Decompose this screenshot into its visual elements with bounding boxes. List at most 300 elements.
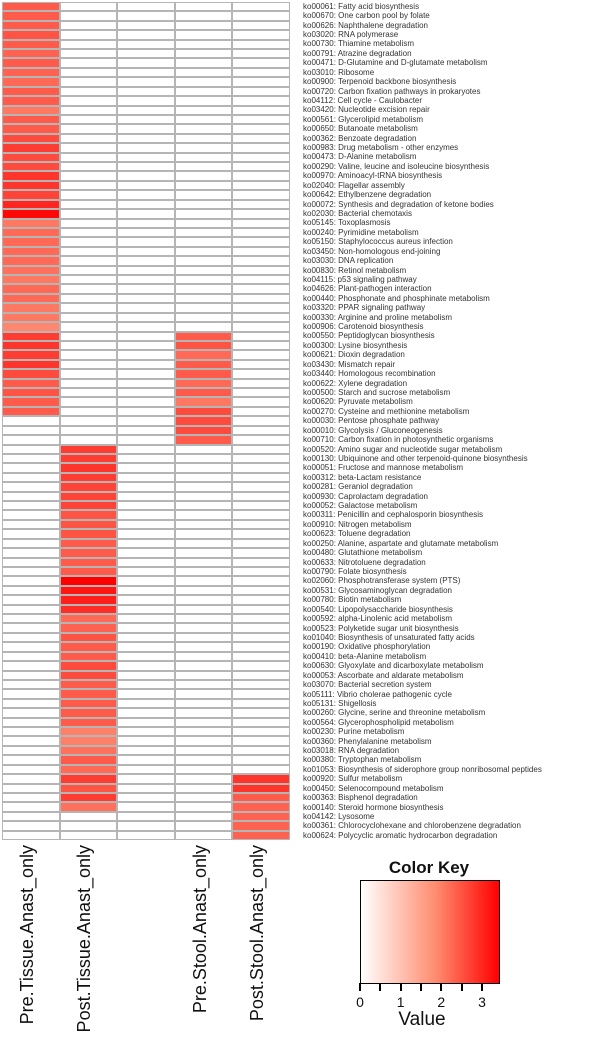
heatmap-cell [232,689,290,698]
heatmap-cell [60,718,118,727]
row-label: ko00633: Nitrotoluene degradation [303,557,426,567]
heatmap-cell [2,765,60,774]
heatmap-cell [60,124,118,133]
heatmap-cell [175,219,233,228]
heatmap-cell [2,49,60,58]
heatmap-cell [175,473,233,482]
row-label: ko04115: p53 signaling pathway [303,274,417,284]
row-label: ko00561: Glycerolipid metabolism [303,114,424,124]
heatmap-cell [60,397,118,406]
heatmap-cell [60,106,118,115]
heatmap-cell [117,313,175,322]
heatmap-cell [2,228,60,237]
heatmap-cell [232,360,290,369]
row-label: ko03420: Nucleotide excision repair [303,105,430,115]
row-label: ko00670: One carbon pool by folate [303,11,430,21]
heatmap-cell [60,228,118,237]
heatmap-cell [117,369,175,378]
heatmap-cell [60,322,118,331]
heatmap-cell [175,124,233,133]
row-label: ko00540: Lipopolysaccharide biosynthesis [303,604,453,614]
heatmap-cell [175,567,233,576]
heatmap-cell [60,134,118,143]
heatmap-cell [232,87,290,96]
heatmap-cell [2,275,60,284]
heatmap-cell [232,397,290,406]
row-label: ko00473: D-Alanine metabolism [303,152,417,162]
heatmap-cell [232,746,290,755]
heatmap-cell [60,153,118,162]
heatmap-cell [117,209,175,218]
heatmap-cell [175,558,233,567]
heatmap-cell [175,539,233,548]
heatmap-cell [117,11,175,20]
heatmap-cell [232,143,290,152]
heatmap-cell [175,21,233,30]
heatmap-cell [175,642,233,651]
heatmap-cell [232,671,290,680]
heatmap-cell [117,435,175,444]
heatmap-cell [60,360,118,369]
heatmap-cell [117,360,175,369]
heatmap-cell [60,77,118,86]
heatmap-cell [175,294,233,303]
heatmap-cell [117,765,175,774]
heatmap-cell [2,388,60,397]
heatmap-cell [117,77,175,86]
heatmap-cell [60,2,118,11]
heatmap-cell [2,680,60,689]
heatmap-cell [2,397,60,406]
heatmap-cell [60,633,118,642]
heatmap-cell [60,699,118,708]
row-label: ko04626: Plant-pathogen interaction [303,284,432,294]
row-label: ko02060: Phosphotransferase system (PTS) [303,576,461,586]
heatmap-cell [2,200,60,209]
heatmap-cell [117,49,175,58]
heatmap-cell [2,492,60,501]
heatmap-cell [60,284,118,293]
heatmap-cell [2,303,60,312]
heatmap-cell [117,426,175,435]
heatmap-cell [2,11,60,20]
heatmap-cell [2,567,60,576]
heatmap-cell [175,115,233,124]
heatmap-cell [2,699,60,708]
color-key [350,856,510,1056]
row-label: ko00780: Biotin metabolism [303,595,402,605]
heatmap-cell [60,303,118,312]
heatmap-cell [2,718,60,727]
heatmap-cell [232,774,290,783]
row-label: ko00380: Tryptophan metabolism [303,755,422,765]
row-label: ko00564: Glycerophospholipid metabolism [303,717,454,727]
heatmap-cell [2,501,60,510]
row-label: ko03450: Non-homologous end-joining [303,246,441,256]
heatmap-cell [117,548,175,557]
heatmap-cell [232,623,290,632]
heatmap-cell [232,595,290,604]
heatmap-cell [117,633,175,642]
heatmap-cell [60,661,118,670]
heatmap-cell [175,360,233,369]
heatmap-cell [175,228,233,237]
heatmap-cell [2,812,60,821]
heatmap-cell [60,200,118,209]
heatmap-cell [117,595,175,604]
heatmap-cell [2,548,60,557]
heatmap-cell [175,548,233,557]
heatmap-cell [2,482,60,491]
heatmap-cell [117,332,175,341]
heatmap-cell [175,162,233,171]
row-label: ko00622: Xylene degradation [303,378,408,388]
heatmap-cell [60,774,118,783]
heatmap-cell [117,567,175,576]
row-label: ko00910: Nitrogen metabolism [303,519,412,529]
heatmap-cell [60,11,118,20]
heatmap-cell [232,765,290,774]
heatmap-cell [60,482,118,491]
color-key-axis-label: Value [398,1009,446,1030]
row-label: ko05150: Staphylococcus aureus infection [303,237,453,247]
heatmap-cell [232,388,290,397]
heatmap-cell [2,124,60,133]
heatmap-cell [232,190,290,199]
heatmap-cell [232,793,290,802]
heatmap-cell [60,746,118,755]
row-label: ko00190: Oxidative phosphorylation [303,642,431,652]
heatmap-cell [117,539,175,548]
heatmap-cell [2,445,60,454]
row-label: ko00592: alpha-Linolenic acid metabolism [303,614,452,624]
heatmap-cell [60,501,118,510]
color-key-tick-label: 2 [437,994,446,1010]
row-label: ko04112: Cell cycle - Caulobacter [303,95,423,105]
row-label: ko00930: Caprolactam degradation [303,491,428,501]
heatmap-cell [232,454,290,463]
heatmap-cell [60,21,118,30]
color-key-tick-label: 3 [478,994,486,1010]
row-label: ko00620: Pyruvate metabolism [303,397,413,407]
row-label: ko00790: Folate biosynthesis [303,567,407,577]
heatmap-cell [60,623,118,632]
row-label: ko00642: Ethylbenzene degradation [303,190,432,200]
heatmap-cell [232,134,290,143]
heatmap-cell [2,539,60,548]
heatmap-cell [60,642,118,651]
heatmap-cell [232,699,290,708]
heatmap-cell [60,454,118,463]
row-label: ko00072: Synthesis and degradation of ketone bodies [303,199,494,209]
column-labels: Pre.Tissue.Anast_only Post.Tissue.Anast_only Pre.Stool.Anast_only Post.Stool.Anast_only [16,845,268,1033]
heatmap-cell [117,322,175,331]
heatmap-cell [232,463,290,472]
heatmap-cell [117,181,175,190]
heatmap-cell [117,708,175,717]
heatmap-cell [60,49,118,58]
heatmap-cell [2,219,60,228]
heatmap-cell [232,708,290,717]
row-label: ko03070: Bacterial secretion system [303,680,432,690]
heatmap-cell [2,774,60,783]
heatmap-cell [232,492,290,501]
heatmap-cell [175,718,233,727]
heatmap-cell [175,605,233,614]
row-label: ko02040: Flagellar assembly [303,180,405,190]
heatmap-cell [175,492,233,501]
heatmap-cell [232,2,290,11]
heatmap-cell [60,708,118,717]
heatmap-cell [117,397,175,406]
heatmap-cell [2,435,60,444]
heatmap-cell [117,802,175,811]
row-label: ko00520: Amino sugar and nucleotide sugar metabolism [303,444,503,454]
heatmap-cell [232,96,290,105]
heatmap-cell [117,614,175,623]
row-label: ko00626: Naphthalene degradation [303,20,428,30]
row-label: ko00906: Carotenoid biosynthesis [303,322,424,332]
heatmap-cell [117,228,175,237]
row-label: ko00550: Peptidoglycan biosynthesis [303,331,435,341]
heatmap-cell [232,407,290,416]
color-key-tick [379,983,381,991]
row-label: ko00330: Arginine and proline metabolism [303,312,452,322]
heatmap-cell [232,821,290,830]
heatmap-cell [232,755,290,764]
heatmap-cell [60,539,118,548]
heatmap-cell [175,727,233,736]
heatmap-cell [175,256,233,265]
heatmap-cell [232,49,290,58]
heatmap-cell [60,332,118,341]
heatmap-cell [2,181,60,190]
heatmap-cell [175,275,233,284]
heatmap-cell [117,454,175,463]
heatmap-cell [2,294,60,303]
row-label: ko00720: Carbon fixation pathways in prokaryotes [303,86,481,96]
row-label: ko03430: Mismatch repair [303,359,396,369]
heatmap-cell [232,30,290,39]
heatmap-cell [117,746,175,755]
row-label: ko00052: Galactose metabolism [303,501,418,511]
heatmap-cell [60,765,118,774]
heatmap-cell [117,284,175,293]
heatmap-cell [232,68,290,77]
heatmap-cell [175,266,233,275]
heatmap-cell [60,793,118,802]
heatmap-cell [60,275,118,284]
heatmap-cell [117,162,175,171]
heatmap-cell [2,736,60,745]
heatmap-cell [60,115,118,124]
row-label: ko04142: Lysosome [303,811,375,821]
heatmap-cell [60,831,118,840]
heatmap-cell [60,426,118,435]
heatmap-cell [175,445,233,454]
row-label: ko03320: PPAR signaling pathway [303,303,426,313]
heatmap-cell [2,153,60,162]
row-label: ko03018: RNA degradation [303,746,400,756]
heatmap-cell [2,576,60,585]
heatmap-cell [117,303,175,312]
heatmap-cell [2,190,60,199]
heatmap-cell [117,134,175,143]
heatmap-cell [2,831,60,840]
heatmap-cell [117,784,175,793]
heatmap-cell [2,247,60,256]
heatmap-cell [117,87,175,96]
heatmap-cell [60,237,118,246]
row-label: ko00300: Lysine biosynthesis [303,340,408,350]
row-label: ko00531: Glycosaminoglycan degradation [303,585,452,595]
heatmap-cell [2,266,60,275]
heatmap-cell [2,454,60,463]
heatmap-cell [60,87,118,96]
heatmap-cell [117,529,175,538]
heatmap-cell [60,58,118,67]
heatmap-cell [60,407,118,416]
heatmap-cell [175,369,233,378]
heatmap-cell [175,520,233,529]
heatmap-cell [2,755,60,764]
heatmap-cell [117,58,175,67]
row-label: ko01040: Biosynthesis of unsaturated fatty acids [303,632,475,642]
heatmap-cell [175,812,233,821]
heatmap-cell [232,558,290,567]
color-key-tick [461,983,463,991]
heatmap-cell [232,426,290,435]
heatmap-cell [175,40,233,49]
row-label: ko00061: Fatty acid biosynthesis [303,1,420,11]
heatmap-cell [232,642,290,651]
row-label: ko03030: DNA replication [303,256,394,266]
row-label: ko00250: Alanine, aspartate and glutamate metabolism [303,538,499,548]
heatmap-cell [175,614,233,623]
heatmap-cell [2,256,60,265]
heatmap-cell [2,671,60,680]
heatmap-cell [60,614,118,623]
heatmap-cell [60,548,118,557]
row-label: ko03440: Homologous recombination [303,369,436,379]
heatmap-cell [2,350,60,359]
heatmap-cell [2,106,60,115]
heatmap-cell [232,529,290,538]
heatmap-cell [175,303,233,312]
row-label: ko00830: Retinol metabolism [303,265,407,275]
heatmap-cell [2,379,60,388]
heatmap-cell [60,162,118,171]
heatmap-cell [2,332,60,341]
heatmap-cell [60,247,118,256]
heatmap-cell [117,774,175,783]
heatmap-cell [2,802,60,811]
color-key-tick [481,983,483,991]
heatmap-cell [117,718,175,727]
heatmap-cell [175,200,233,209]
heatmap-cell [60,209,118,218]
heatmap-cell [232,539,290,548]
heatmap-cell [117,341,175,350]
heatmap-cell [2,40,60,49]
heatmap-cell [175,652,233,661]
heatmap-cell [232,162,290,171]
heatmap-cell [232,153,290,162]
row-label: ko05145: Toxoplasmosis [303,218,391,228]
row-label: ko01053: Biosynthesis of siderophore group nonribosomal peptides [303,764,542,774]
heatmap-cell [175,595,233,604]
heatmap-cell [232,209,290,218]
heatmap-cell [117,247,175,256]
heatmap-cell [2,746,60,755]
heatmap-cell [232,379,290,388]
heatmap-cell [175,106,233,115]
heatmap-cell [2,58,60,67]
row-label: ko00030: Pentose phosphate pathway [303,416,440,426]
heatmap-cell [232,652,290,661]
row-label: ko00791: Atrazine degradation [303,48,412,58]
heatmap-cell [175,68,233,77]
row-label: ko00290: Valine, leucine and isoleucine biosynthesis [303,161,490,171]
heatmap-cell [175,332,233,341]
heatmap-cell [60,143,118,152]
heatmap-cell [175,661,233,670]
heatmap-cell [232,586,290,595]
heatmap-cell [117,623,175,632]
heatmap-cell [60,30,118,39]
row-label: ko00130: Ubiquinone and other terpenoid-quinone biosynthesis [303,453,528,463]
heatmap-cell [117,671,175,680]
heatmap-cell [2,341,60,350]
row-label: ko00270: Cysteine and methionine metabolism [303,406,470,416]
heatmap-cell [175,247,233,256]
heatmap-cell [175,463,233,472]
heatmap-cell [232,831,290,840]
heatmap-cell [232,802,290,811]
row-label: ko03020: RNA polymerase [303,29,399,39]
heatmap-cell [232,680,290,689]
heatmap-cell [175,633,233,642]
heatmap-cell [2,21,60,30]
heatmap-cell [117,106,175,115]
heatmap-cell [2,416,60,425]
heatmap-cell [175,284,233,293]
row-label: ko00450: Selenocompound metabolism [303,783,444,793]
heatmap-cell [117,256,175,265]
heatmap-cell [117,520,175,529]
heatmap-cell [175,774,233,783]
heatmap-cell [232,445,290,454]
heatmap-cell [2,661,60,670]
heatmap-cell [175,680,233,689]
row-label: ko00630: Glyoxylate and dicarboxylate metabolism [303,661,484,671]
heatmap-cell [175,793,233,802]
row-label: ko00500: Starch and sucrose metabolism [303,388,451,397]
heatmap-cell [60,586,118,595]
heatmap-cell [175,388,233,397]
heatmap-cell [232,548,290,557]
heatmap-cell [2,595,60,604]
heatmap-cell [175,77,233,86]
heatmap-cell [232,77,290,86]
heatmap-cell [2,463,60,472]
heatmap-cell [2,284,60,293]
heatmap-cell [175,209,233,218]
heatmap-cell [175,11,233,20]
heatmap-cell [117,294,175,303]
row-label: ko00230: Purine metabolism [303,727,405,737]
heatmap-cell [117,200,175,209]
